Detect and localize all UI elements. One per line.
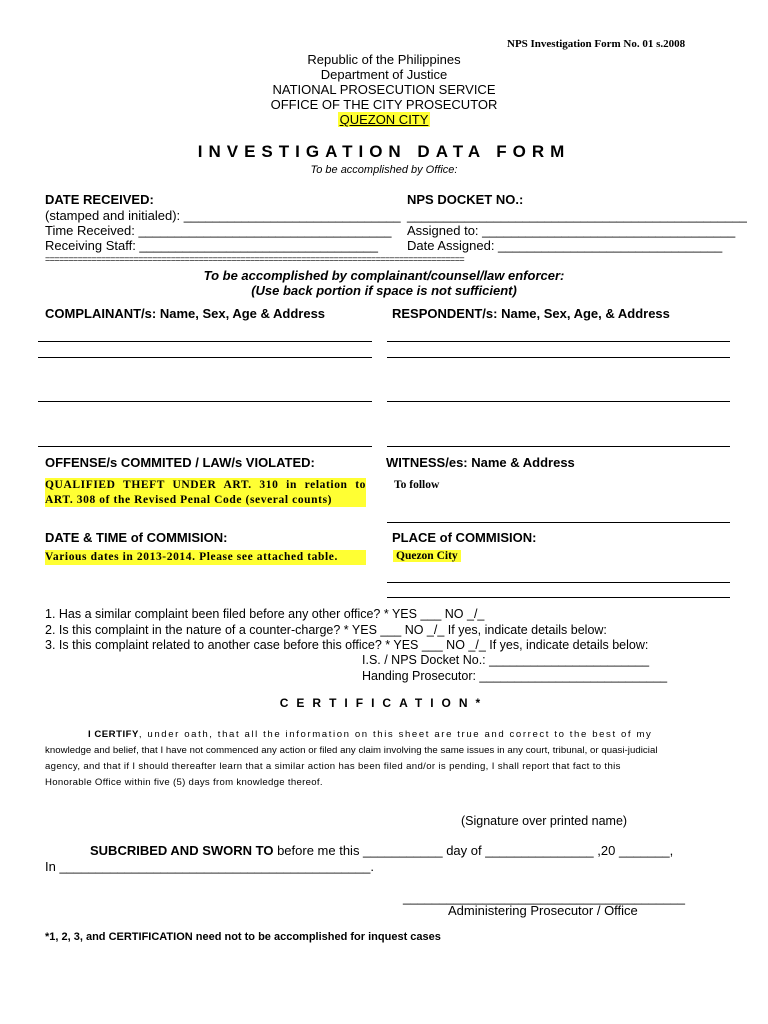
respondent-label: RESPONDENT/s: Name, Sex, Age, & Address — [392, 306, 670, 321]
complainant-line[interactable] — [38, 357, 372, 358]
place-commission-label: PLACE of COMMISION: — [392, 530, 537, 545]
complainant-line[interactable] — [38, 446, 372, 447]
complainant-line[interactable] — [38, 401, 372, 402]
administering-label: Administering Prosecutor / Office — [448, 903, 638, 918]
date-commission-value[interactable]: Various dates in 2013-2014. Please see attached table. — [45, 550, 366, 565]
related-docket-field[interactable]: I.S. / NPS Docket No.: _______________________ — [362, 653, 650, 667]
signature-label[interactable]: (Signature over printed name) — [461, 814, 628, 828]
header-service: NATIONAL PROSECUTION SERVICE — [272, 82, 496, 97]
agency-header — [234, 52, 534, 127]
date-assigned-field[interactable]: Date Assigned: _______________________________ — [407, 238, 723, 253]
witness-line[interactable] — [387, 522, 730, 523]
question-3[interactable]: 3. Is this complaint related to another case before this office? * YES ___ NO _/_ If yes, indicate details below: — [45, 638, 649, 652]
sworn-line[interactable] — [90, 843, 673, 858]
complainant-instructions — [134, 268, 634, 298]
certification-line3: agency, and that if I should thereafter learn that a similar action has been filed and/or is pending, I shall report that fact to this — [45, 761, 621, 772]
complainant-label: COMPLAINANT/s: Name, Sex, Age & Address — [45, 306, 326, 321]
form-subtitle: To be accomplished by Office: — [310, 164, 458, 176]
question-1[interactable]: 1. Has a similar complaint been filed before any other office? * YES ___ NO _/_ — [45, 607, 485, 621]
header-department: Department of Justice — [320, 67, 448, 82]
form-number: NPS Investigation Form No. 01 s.2008 — [507, 38, 686, 50]
sworn-text: before me this ___________ day of _______________ ,20 _______, — [273, 843, 674, 858]
certification-line2: knowledge and belief, that I have not commenced any action or filed any claim involving the same issues in any court, tribunal, or quasi-judicial — [45, 745, 658, 756]
stamped-field[interactable]: (stamped and initialed): ______________________________ — [45, 208, 401, 223]
certification-title: CERTIFICATION* — [279, 696, 489, 710]
sworn-bold: SUBCRIBED AND SWORN TO — [90, 843, 274, 858]
header-city: QUEZON CITY — [339, 112, 429, 127]
certification-line4: Honorable Office within five (5) days from knowledge thereof. — [45, 777, 323, 788]
respondent-line[interactable] — [387, 341, 730, 342]
date-received-label: DATE RECEIVED: — [45, 192, 154, 207]
footnote: *1, 2, 3, and CERTIFICATION need not to be accomplished for inquest cases — [45, 931, 441, 943]
complainant-line[interactable] — [38, 341, 372, 342]
form-title: INVESTIGATION DATA FORM — [197, 142, 571, 161]
docket-no-label: NPS DOCKET NO.: — [407, 192, 524, 207]
place-line[interactable] — [387, 582, 730, 583]
certify-text1: , under oath, that all the information on this sheet are true and correct to the best of my — [138, 729, 653, 740]
place-commission-value[interactable]: Quezon City — [393, 550, 461, 562]
question-2[interactable]: 2. Is this complaint in the nature of a counter-charge? * YES ___ NO _/_ If yes, indicate details below: — [45, 622, 607, 637]
instructions-line2: (Use back portion if space is not sufficient) — [251, 283, 517, 298]
docket-no-field[interactable]: _______________________________________________ — [407, 208, 747, 223]
assigned-to-field[interactable]: Assigned to: ___________________________________ — [407, 223, 736, 238]
offense-value[interactable]: QUALIFIED THEFT UNDER ART. 310 in relation to ART. 308 of the Revised Penal Code (several counts) — [45, 479, 366, 506]
witness-label: WITNESS/es: Name & Address — [386, 455, 575, 470]
offense-label: OFFENSE/s COMMITED / LAW/s VIOLATED: — [45, 455, 315, 470]
respondent-line[interactable] — [387, 446, 730, 447]
witness-value[interactable]: To follow — [394, 479, 440, 491]
respondent-line[interactable] — [387, 357, 730, 358]
receiving-staff-field[interactable]: Receiving Staff: _________________________________ — [45, 238, 379, 253]
certify-lead: I CERTIFY — [88, 729, 139, 740]
sworn-location-field[interactable]: In ___________________________________________. — [45, 859, 374, 874]
header-country: Republic of the Philippines — [307, 52, 461, 67]
header-office: OFFICE OF THE CITY PROSECUTOR — [270, 97, 498, 112]
instructions-line1: To be accomplished by complainant/counsel/law enforcer: — [203, 268, 565, 283]
questions-block — [45, 607, 648, 654]
date-commission-label: DATE & TIME of COMMISION: — [45, 530, 228, 545]
time-received-field[interactable]: Time Received: ___________________________________ — [45, 223, 392, 238]
administering-line[interactable]: _______________________________________ — [403, 890, 685, 905]
handling-prosecutor-field[interactable]: Handing Prosecutor: ___________________________ — [362, 668, 668, 683]
place-line[interactable] — [387, 597, 730, 598]
docket-block — [362, 653, 667, 684]
respondent-line[interactable] — [387, 401, 730, 402]
separator-line: ========================================================================================== — [45, 254, 465, 264]
certification-line1 — [45, 727, 721, 743]
